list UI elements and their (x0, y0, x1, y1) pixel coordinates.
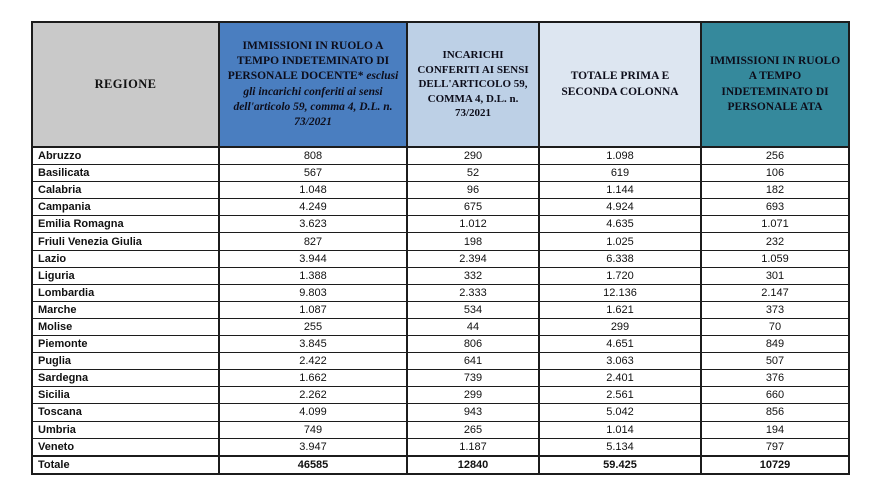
value-cell-ata: 1.071 (701, 216, 849, 233)
region-name-cell: Toscana (32, 404, 219, 421)
value-cell-ata: 2.147 (701, 284, 849, 301)
value-cell-incarichi: 44 (407, 318, 539, 335)
value-cell-incarichi: 534 (407, 301, 539, 318)
value-cell-incarichi: 12840 (407, 456, 539, 474)
value-cell-totale: 2.401 (539, 370, 701, 387)
value-cell-docente: 567 (219, 165, 407, 182)
regioni-table (31, 21, 850, 475)
value-cell-docente: 1.388 (219, 267, 407, 284)
value-cell-docente: 3.944 (219, 250, 407, 267)
value-cell-totale: 5.134 (539, 438, 701, 456)
value-cell-totale: 1.098 (539, 147, 701, 165)
region-name-cell: Friuli Venezia Giulia (32, 233, 219, 250)
value-cell-docente: 9.803 (219, 284, 407, 301)
value-cell-docente: 749 (219, 421, 407, 438)
value-cell-incarichi: 198 (407, 233, 539, 250)
value-cell-ata: 660 (701, 387, 849, 404)
table-row (32, 336, 849, 353)
region-name-cell: Basilicata (32, 165, 219, 182)
value-cell-ata: 797 (701, 438, 849, 456)
table-row (32, 233, 849, 250)
value-cell-totale: 1.025 (539, 233, 701, 250)
value-cell-incarichi: 1.187 (407, 438, 539, 456)
value-cell-incarichi: 332 (407, 267, 539, 284)
table-row (32, 421, 849, 438)
table-row (32, 404, 849, 421)
value-cell-totale: 4.651 (539, 336, 701, 353)
header-docente (219, 22, 407, 147)
value-cell-totale: 1.621 (539, 301, 701, 318)
value-cell-totale: 59.425 (539, 456, 701, 474)
value-cell-docente: 827 (219, 233, 407, 250)
region-name-cell: Piemonte (32, 336, 219, 353)
header-totale-colonne: TOTALE PRIMA E SECONDA COLONNA (539, 22, 701, 147)
value-cell-incarichi: 1.012 (407, 216, 539, 233)
value-cell-totale: 12.136 (539, 284, 701, 301)
value-cell-totale: 1.014 (539, 421, 701, 438)
total-row (32, 456, 849, 474)
value-cell-ata: 10729 (701, 456, 849, 474)
value-cell-incarichi: 675 (407, 199, 539, 216)
region-name-cell: Veneto (32, 438, 219, 456)
value-cell-totale: 5.042 (539, 404, 701, 421)
value-cell-docente: 4.099 (219, 404, 407, 421)
value-cell-totale: 1.144 (539, 182, 701, 199)
value-cell-docente: 2.422 (219, 353, 407, 370)
region-name-cell: Puglia (32, 353, 219, 370)
value-cell-totale: 619 (539, 165, 701, 182)
value-cell-totale: 6.338 (539, 250, 701, 267)
value-cell-ata: 507 (701, 353, 849, 370)
value-cell-totale: 1.720 (539, 267, 701, 284)
value-cell-ata: 106 (701, 165, 849, 182)
value-cell-ata: 856 (701, 404, 849, 421)
header-regione: REGIONE (32, 22, 219, 147)
header-docente-note: esclusi gli incarichi conferiti ai sensi dell'articolo 59, comma 4, D.L. n. 73/2021 (233, 70, 399, 128)
header-docente-main: IMMISSIONI IN RUOLO A TEMPO INDETEMINATO DI PERSONALE DOCENTE* (227, 39, 390, 83)
value-cell-docente: 808 (219, 147, 407, 165)
value-cell-ata: 301 (701, 267, 849, 284)
table-row (32, 250, 849, 267)
region-name-cell: Sardegna (32, 370, 219, 387)
value-cell-ata: 373 (701, 301, 849, 318)
value-cell-totale: 4.635 (539, 216, 701, 233)
value-cell-incarichi: 2.333 (407, 284, 539, 301)
value-cell-incarichi: 806 (407, 336, 539, 353)
table-row (32, 199, 849, 216)
table-row (32, 267, 849, 284)
region-name-cell: Umbria (32, 421, 219, 438)
table-body (32, 147, 849, 474)
value-cell-ata: 693 (701, 199, 849, 216)
value-cell-ata: 256 (701, 147, 849, 165)
region-name-cell: Molise (32, 318, 219, 335)
value-cell-totale: 299 (539, 318, 701, 335)
value-cell-totale: 3.063 (539, 353, 701, 370)
table-row (32, 318, 849, 335)
value-cell-incarichi: 641 (407, 353, 539, 370)
region-name-cell: Sicilia (32, 387, 219, 404)
value-cell-ata: 376 (701, 370, 849, 387)
table-row (32, 438, 849, 456)
header-row (32, 22, 849, 147)
table-row (32, 165, 849, 182)
value-cell-docente: 4.249 (219, 199, 407, 216)
value-cell-docente: 1.087 (219, 301, 407, 318)
region-name-cell: Emilia Romagna (32, 216, 219, 233)
region-name-cell: Calabria (32, 182, 219, 199)
value-cell-docente: 2.262 (219, 387, 407, 404)
region-name-cell: Liguria (32, 267, 219, 284)
value-cell-ata: 182 (701, 182, 849, 199)
value-cell-ata: 70 (701, 318, 849, 335)
header-ata: IMMISSIONI IN RUOLO A TEMPO INDETEMINATO DI PERSONALE ATA (701, 22, 849, 147)
value-cell-docente: 3.845 (219, 336, 407, 353)
region-name-cell: Campania (32, 199, 219, 216)
value-cell-ata: 849 (701, 336, 849, 353)
value-cell-incarichi: 52 (407, 165, 539, 182)
value-cell-incarichi: 96 (407, 182, 539, 199)
value-cell-ata: 1.059 (701, 250, 849, 267)
value-cell-docente: 3.623 (219, 216, 407, 233)
table-row (32, 301, 849, 318)
value-cell-incarichi: 943 (407, 404, 539, 421)
region-name-cell: Lombardia (32, 284, 219, 301)
header-incarichi: INCARICHI CONFERITI AI SENSI DELL'ARTICOLO 59, COMMA 4, D.L. n. 73/2021 (407, 22, 539, 147)
value-cell-docente: 3.947 (219, 438, 407, 456)
table-row (32, 284, 849, 301)
value-cell-docente: 46585 (219, 456, 407, 474)
value-cell-incarichi: 290 (407, 147, 539, 165)
region-name-cell: Lazio (32, 250, 219, 267)
value-cell-incarichi: 299 (407, 387, 539, 404)
region-name-cell: Marche (32, 301, 219, 318)
table-row (32, 370, 849, 387)
value-cell-ata: 232 (701, 233, 849, 250)
value-cell-docente: 1.662 (219, 370, 407, 387)
value-cell-incarichi: 2.394 (407, 250, 539, 267)
table-header (32, 22, 849, 147)
value-cell-incarichi: 739 (407, 370, 539, 387)
value-cell-docente: 1.048 (219, 182, 407, 199)
table-row (32, 216, 849, 233)
value-cell-totale: 4.924 (539, 199, 701, 216)
value-cell-ata: 194 (701, 421, 849, 438)
table-row (32, 182, 849, 199)
value-cell-totale: 2.561 (539, 387, 701, 404)
region-name-cell: Abruzzo (32, 147, 219, 165)
value-cell-docente: 255 (219, 318, 407, 335)
table-row (32, 387, 849, 404)
table-row (32, 147, 849, 165)
value-cell-incarichi: 265 (407, 421, 539, 438)
table-row (32, 353, 849, 370)
region-name-cell: Totale (32, 456, 219, 474)
